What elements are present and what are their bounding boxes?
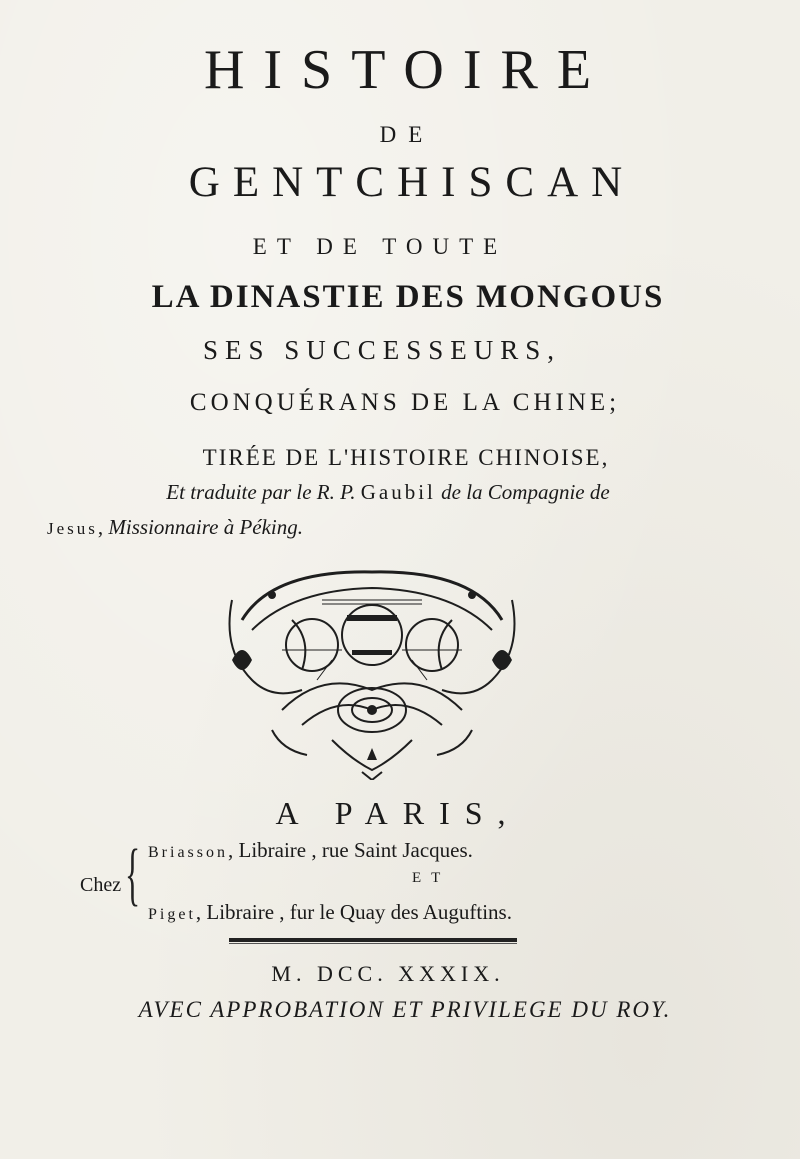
title-et-de-toute: ET DE TOUTE: [252, 234, 508, 259]
imprint-privilege: AVEC APPROBATION ET PRIVILEGE DU ROY.: [138, 997, 672, 1022]
translator-middle: de la Compagnie de: [441, 480, 610, 504]
translator-role: Missionnaire à Péking.: [108, 515, 303, 539]
imprint-date: M. DCC. XXXIX.: [271, 961, 505, 986]
title-de: DE: [379, 122, 435, 147]
translator-role-line: [0, 515, 575, 540]
divider-rule: [229, 938, 517, 942]
title-histoire: HISTOIRE: [203, 39, 611, 101]
translator-order: Jesus: [46, 519, 98, 538]
title-successeurs: SES SUCCESSEURS,: [202, 335, 562, 365]
imprint-et: ET: [412, 870, 451, 886]
brace-icon: {: [125, 836, 141, 913]
divider-rule-thin: [229, 943, 517, 944]
title-tiree: TIRÉE DE L'HISTOIRE CHINOISE,: [202, 445, 610, 470]
floral-vignette-icon: [212, 560, 532, 780]
translator-line: [0, 480, 788, 505]
title-conquerans: CONQUÉRANS DE LA CHINE;: [189, 389, 621, 416]
publisher-1-rest: , Libraire , rue Saint Jacques.: [228, 838, 473, 862]
translator-prefix: Et traduite par le R. P.: [166, 480, 356, 504]
imprint-chez: Chez: [80, 874, 122, 896]
publisher-1-name: Briasson: [148, 844, 228, 861]
imprint-city: A PARIS,: [275, 795, 521, 831]
title-gentchiscan: GENTCHISCAN: [188, 159, 636, 206]
publisher-1: [148, 838, 473, 863]
title-dinastie: LA DINASTIE DES MONGOUS: [151, 279, 665, 315]
translator-sep: ,: [97, 515, 109, 539]
publisher-2: [148, 900, 512, 925]
translator-name: Gaubil: [360, 480, 436, 504]
publisher-2-name: Piget: [148, 906, 196, 923]
publisher-2-rest: , Libraire , fur le Quay des Auguftins.: [195, 900, 512, 924]
